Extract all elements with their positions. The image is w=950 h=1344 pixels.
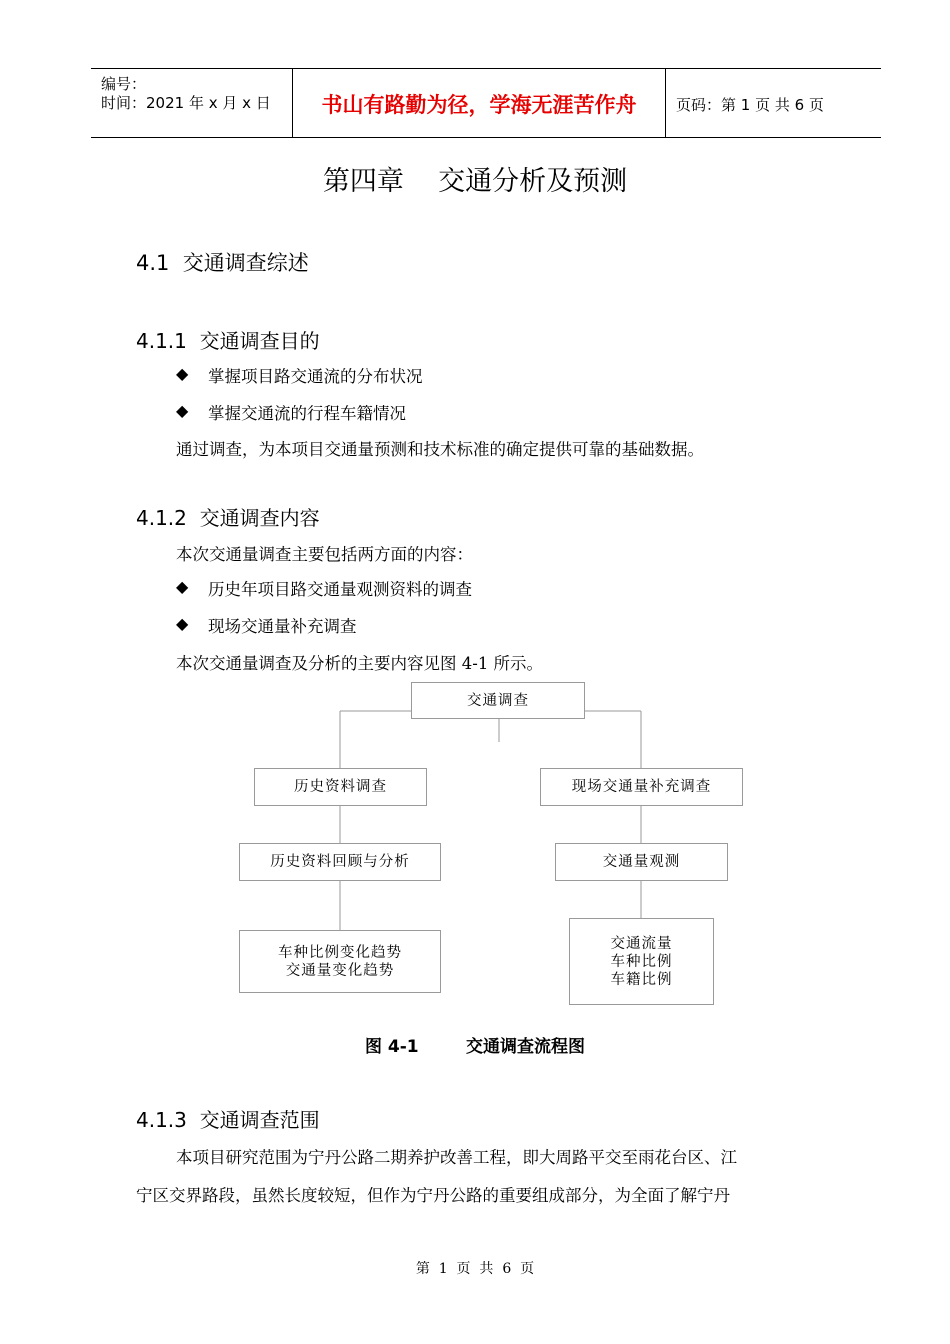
bullet-icon: ◆: [176, 401, 189, 420]
bullet-item: 现场交通量补充调查: [208, 617, 357, 636]
flow-history-review-box: 历史资料回顾与分析: [239, 843, 441, 881]
header-page-cell: [666, 69, 881, 137]
chapter-title: 第四章 交通分析及预测: [322, 166, 628, 197]
number-label: 编号：: [101, 75, 147, 93]
flow-volume-observation-box: 交通量观测: [555, 843, 728, 881]
flow-trend-box: 车种比例变化趋势 交通量变化趋势: [239, 930, 441, 993]
bullet-icon: ◆: [176, 364, 189, 383]
motto-text: 书山有路勤为径，学海无涯苦作舟: [321, 92, 637, 117]
header-meta-cell: [91, 69, 293, 137]
section-4-1-2-heading: 4.1.2 交通调查内容: [136, 506, 320, 530]
figure-caption: 图 4-1 交通调查流程图: [365, 1037, 585, 1057]
bullet-item: 掌握交通流的行程车籍情况: [208, 404, 406, 423]
paragraph: 本次交通量调查及分析的主要内容见图 4-1 所示。: [176, 654, 544, 673]
section-4-1-3-heading: 4.1.3 交通调查范围: [136, 1108, 320, 1132]
paragraph-line: 宁区交界路段，虽然长度较短，但作为宁丹公路的重要组成部分，为全面了解宁丹: [136, 1186, 730, 1205]
page-footer: 第 1 页 共 6 页: [415, 1261, 535, 1277]
header-motto-cell: [293, 69, 666, 137]
flow-ratio-box: 交通流量 车种比例 车籍比例: [569, 918, 714, 1005]
bullet-icon: ◆: [176, 577, 189, 596]
bullet-icon: ◆: [176, 614, 189, 633]
paragraph-line: 本项目研究范围为宁丹公路二期养护改善工程，即大周路平交至雨花台区、江: [176, 1148, 737, 1167]
section-4-1-1-heading: 4.1.1 交通调查目的: [136, 329, 320, 353]
page-header: [91, 68, 881, 138]
bullet-item: 掌握项目路交通流的分布状况: [208, 367, 423, 386]
flow-root-box: 交通调查: [411, 682, 585, 719]
flow-history-survey-box: 历史资料调查: [254, 768, 427, 806]
section-4-1-heading: 4.1 交通调查综述: [136, 251, 309, 275]
page-info: 页码：第 1 页 共 6 页: [676, 96, 824, 114]
time-label: 时间：2021 年 x 月 x 日: [101, 94, 271, 112]
bullet-item: 历史年项目路交通量观测资料的调查: [208, 580, 472, 599]
paragraph: 本次交通量调查主要包括两方面的内容：: [176, 545, 473, 564]
paragraph: 通过调查，为本项目交通量预测和技术标准的确定提供可靠的基础数据。: [176, 440, 704, 459]
flow-field-survey-box: 现场交通量补充调查: [540, 768, 743, 806]
